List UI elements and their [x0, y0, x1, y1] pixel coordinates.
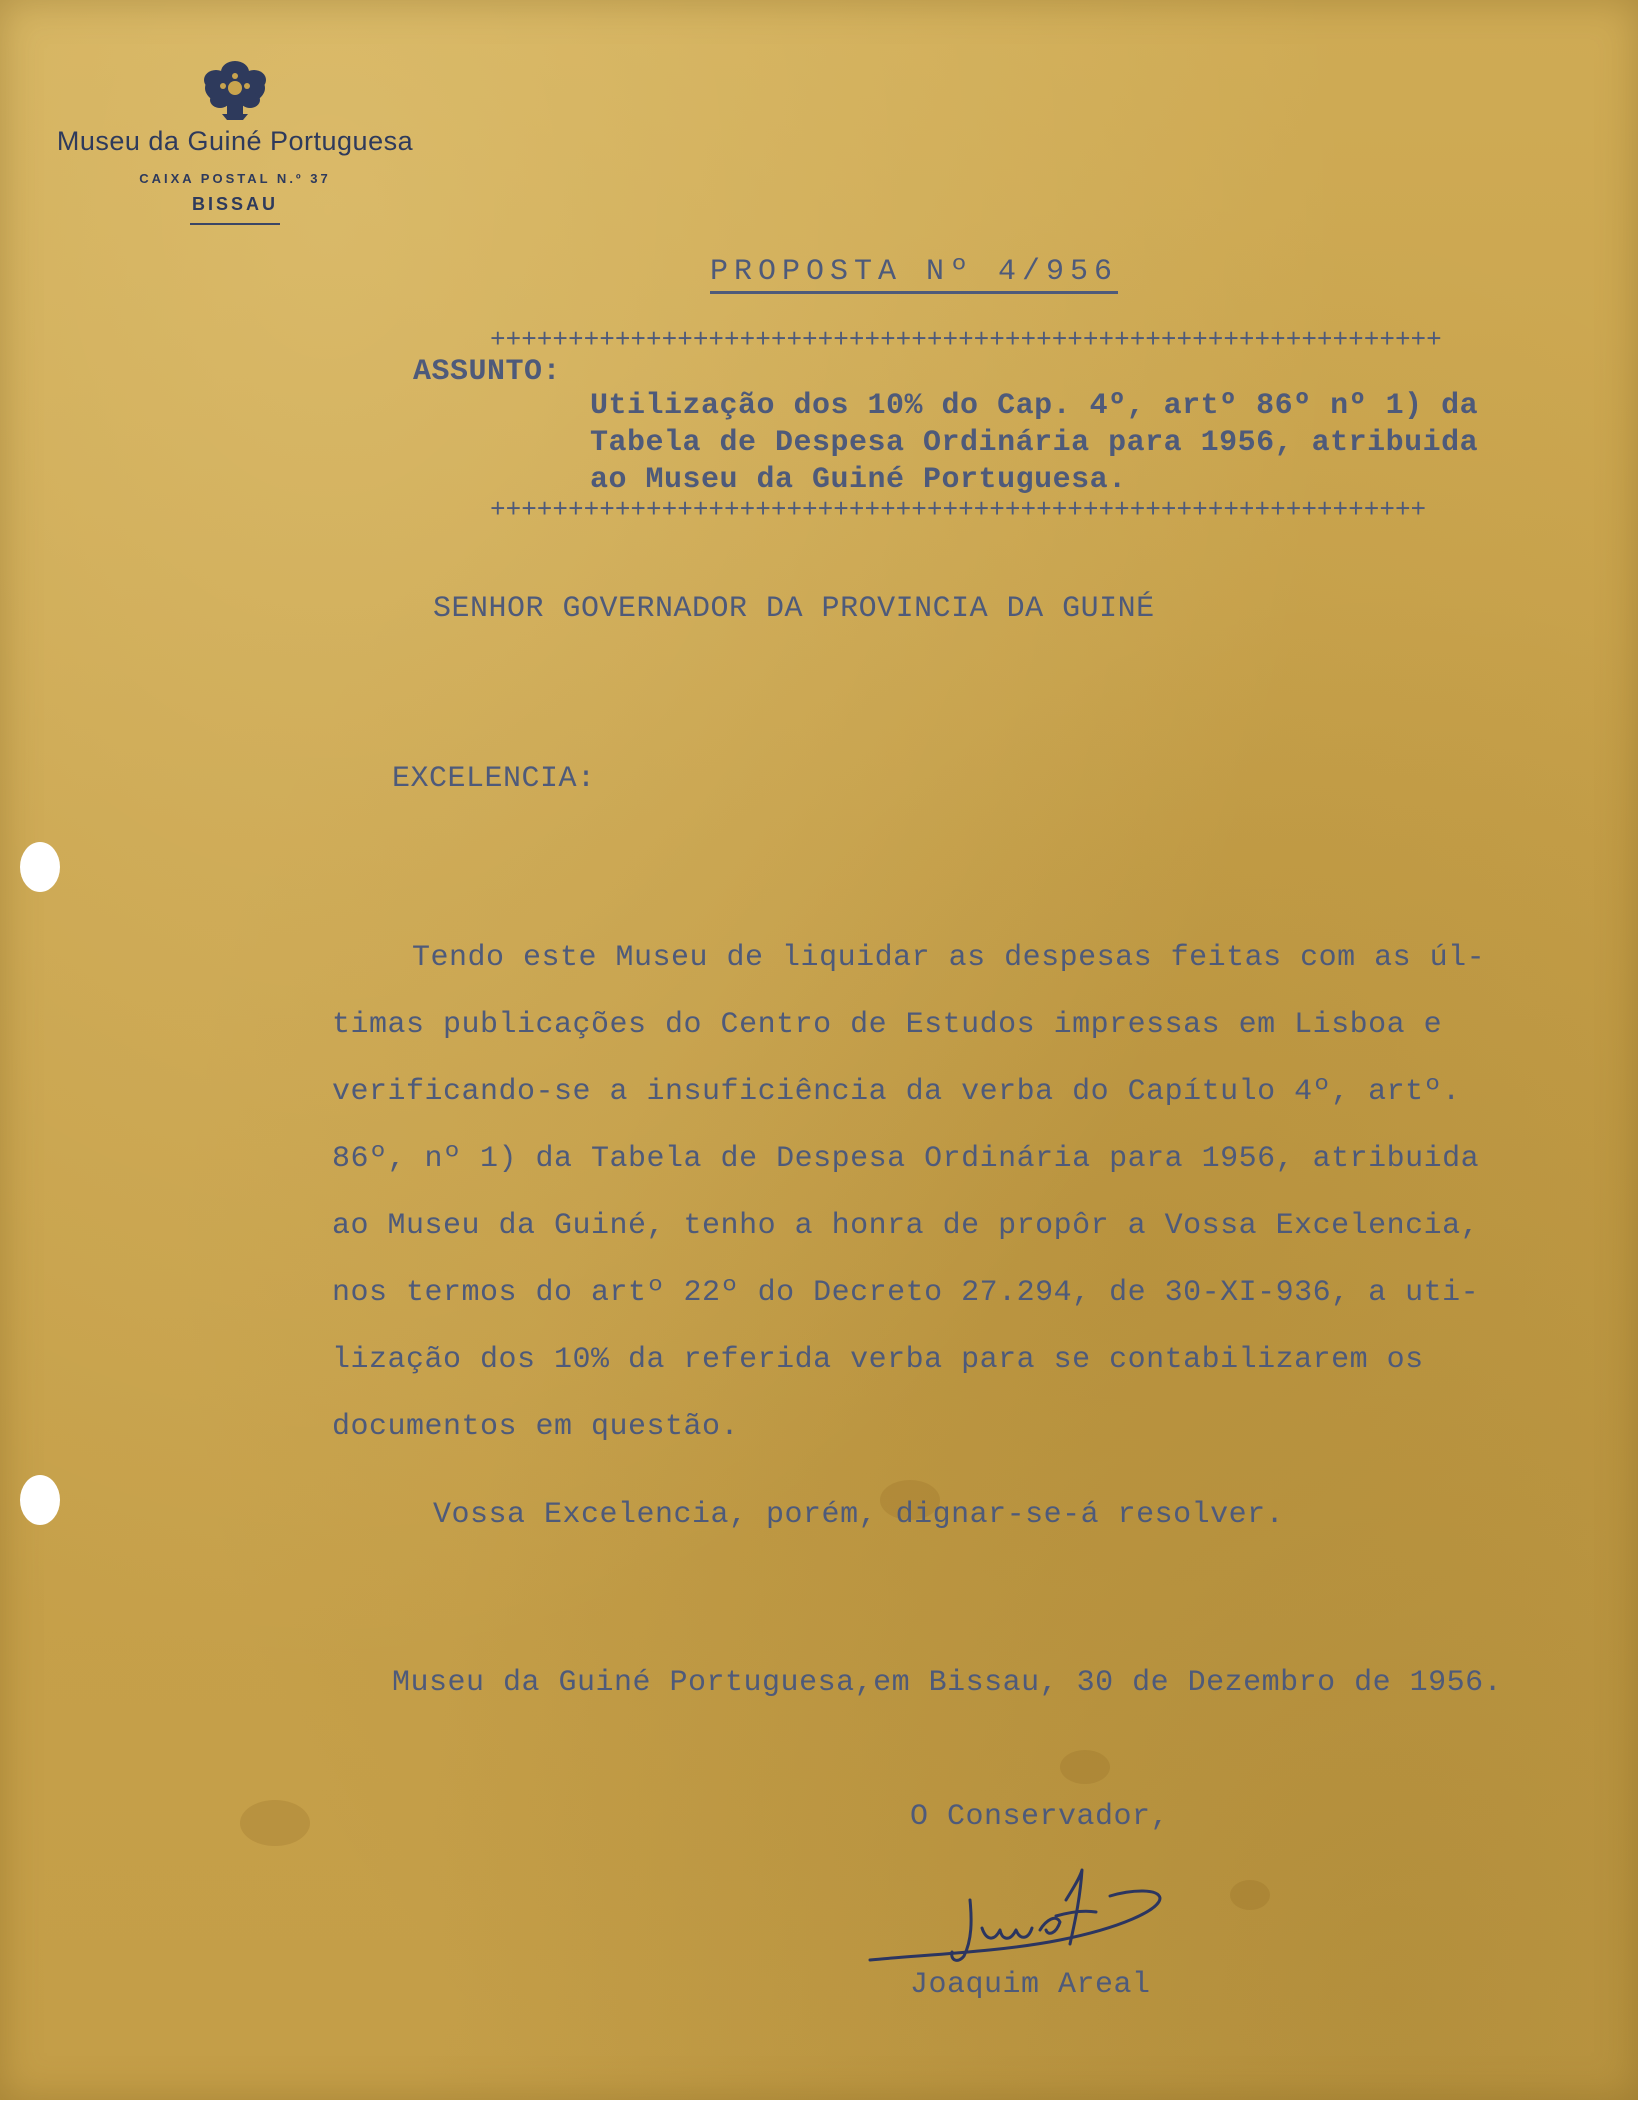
- letterhead-museum-name: Museu da Guiné Portuguesa: [56, 126, 414, 156]
- subject-label: ASSUNTO:: [413, 355, 562, 389]
- subject-line: Tabela de Despesa Ordinária para 1956, atribuida: [590, 426, 1479, 460]
- body-line: lização dos 10% da referida verba para se contabilizarem os: [332, 1343, 1424, 1377]
- paper-stain: [1230, 1880, 1270, 1910]
- coat-of-arms-icon: [196, 58, 274, 120]
- subject-line: ao Museu da Guiné Portuguesa.: [590, 463, 1127, 497]
- closing-line: Vossa Excelencia, porém, dignar-se-á resolver.: [433, 1498, 1285, 1532]
- body-paragraph: [332, 925, 1485, 1461]
- letterhead-city: BISSAU: [191, 194, 278, 214]
- subject-line: Utilização dos 10% do Cap. 4º, artº 86º nº 1) da: [590, 389, 1479, 423]
- letterhead-rule: [190, 223, 280, 225]
- body-line: documentos em questão.: [332, 1410, 740, 1444]
- separator-bottom: ++++++++++++++++++++++++++++++++++++++++++++++++++++++++++++: [490, 495, 1427, 525]
- body-line: ao Museu da Guiné, tenho a honra de propôr a Vossa Excelencia,: [332, 1209, 1480, 1243]
- handwritten-signature: [860, 1860, 1180, 1980]
- punch-hole: [20, 842, 60, 892]
- body-line: timas publicações do Centro de Estudos impressas em Lisboa e: [332, 1008, 1443, 1042]
- punch-hole: [20, 1475, 60, 1525]
- paper-stain: [1060, 1750, 1110, 1784]
- subject-text: [590, 388, 1478, 499]
- signatory-name: Joaquim Areal: [910, 1968, 1151, 2002]
- salutation: SENHOR GOVERNADOR DA PROVINCIA DA GUINÉ: [433, 592, 1155, 626]
- body-line: 86º, nº 1) da Tabela de Despesa Ordinária para 1956, atribuida: [332, 1142, 1480, 1176]
- body-line: Tendo este Museu de liquidar as despesas feitas com as úl-: [412, 941, 1486, 975]
- body-line: nos termos do artº 22º do Decreto 27.294, de 30-XI-936, a uti-: [332, 1276, 1480, 1310]
- address-line: EXCELENCIA:: [392, 762, 596, 796]
- document-title: PROPOSTA Nº 4/956: [710, 255, 1118, 294]
- separator-top: +++++++++++++++++++++++++++++++++++++++++++++++++++++++++++++: [490, 325, 1442, 355]
- letterhead: [20, 58, 450, 225]
- signatory-title: O Conservador,: [910, 1800, 1170, 1834]
- paper-stain: [240, 1800, 310, 1846]
- place-and-date: Museu da Guiné Portuguesa,em Bissau, 30 de Dezembro de 1956.: [392, 1666, 1503, 1700]
- letterhead-postal-box: CAIXA POSTAL N.º 37: [139, 171, 331, 186]
- body-line: verificando-se a insuficiência da verba do Capítulo 4º, artº.: [332, 1075, 1461, 1109]
